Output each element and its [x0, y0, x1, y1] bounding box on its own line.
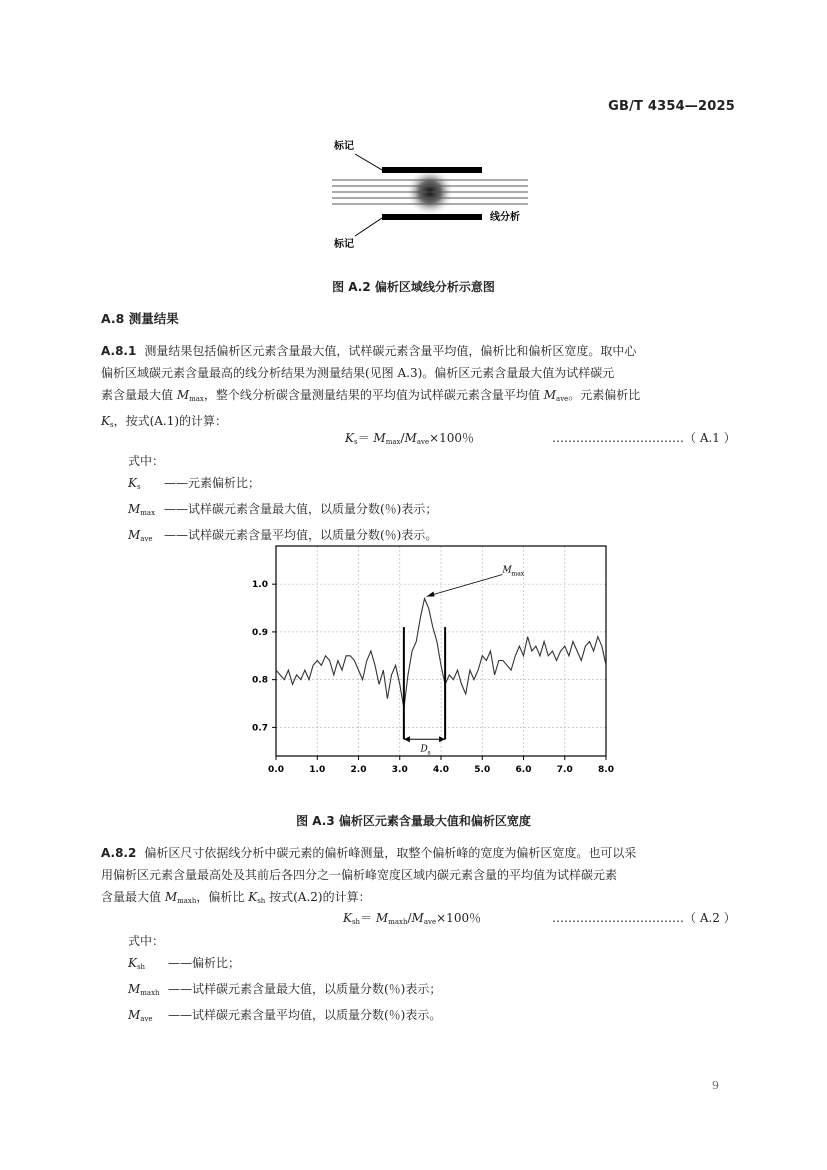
where-list-a1: 式中： $K_s$ ——元素偏析比； $M_{max}$ ——试样碳元素含量最大值，以质量分数(％)表示； $M_{ave}$ ——试样碳元素含量平均值，以质量分数(％)表示。 — [128, 454, 438, 543]
x-tick-label: 4.0 — [433, 765, 449, 775]
y-tick-label: 0.7 — [252, 723, 268, 734]
x-tick-label: 6.0 — [515, 765, 532, 775]
page-number: 9 — [712, 1079, 719, 1092]
x-tick-label: 0.0 — [268, 765, 284, 775]
formula-a2-ref: ……………………………（ A.2 ） — [552, 911, 736, 925]
label-marker-bottom: 标记 — [334, 239, 354, 250]
label-marker-top: 标记 — [334, 141, 354, 152]
standard-code: GB/T 4354—2025 — [608, 99, 735, 114]
y-tick-label: 1.0 — [252, 580, 268, 591]
peak-pointer — [427, 575, 503, 597]
section-a8-title: A.8 测量结果 — [101, 311, 179, 326]
peak-label: M — [502, 565, 512, 576]
formula-a1: $K_s= M_{max}/M_{ave}\times 100$％ — [345, 431, 475, 446]
peak-pointer-head — [427, 592, 435, 597]
x-tick-label: 3.0 — [391, 765, 408, 775]
width-label: D — [420, 744, 428, 755]
x-tick-label: 5.0 — [474, 765, 491, 775]
where-list-a2: 式中： $K_{sh}$ ——偏析比； $M_{maxh}$ ——试样碳元素含量最大值，以质量分数(％)表示； $M_{ave}$ ——试样碳元素含量平均值，以质量分数(％)表示。 — [128, 934, 442, 1023]
x-tick-label: 1.0 — [309, 765, 326, 775]
x-tick-label: 7.0 — [556, 765, 573, 775]
y-tick-label: 0.9 — [252, 627, 268, 638]
figure-a2-diagram — [300, 132, 550, 257]
x-tick-label: 2.0 — [350, 765, 367, 775]
figure-a3-caption: 图 A.3 偏析区元素含量最大值和偏析区宽度 — [296, 814, 531, 828]
paragraph-a81: A.8.1 测量结果包括偏析区元素含量最大值，试样碳元素含量平均值，偏析比和偏析区宽度。取中心 偏析区域碳元素含量最高的线分析结果为测量结果(见图 A.3)。偏析区元素含量最大值为试样碳元 素含量最大值 $M_{max}$，整个线分析碳含量测量结果的平均值为试样碳元素含量平均值 $M_{ave}$。元素偏析比 $K_s$，按式(A.1)的计算： — [101, 344, 641, 429]
figure-a3-chart — [240, 538, 620, 793]
label-line-analysis: 线分析 — [490, 212, 520, 223]
clause-number: A.8.2 — [101, 846, 137, 860]
marker-pointer-bottom — [355, 218, 382, 236]
paragraph-a82: A.8.2 偏析区尺寸依据线分析中碳元素的偏析峰测量，取整个偏析峰的宽度为偏析区宽度。也可以采 用偏析区元素含量最高处及其前后各四分之一偏析峰宽度区域内碳元素含量的平均值为试样碳元素 含量最大值 $M_{maxh}$，偏析比 $K_{sh}$ 按式(A.2)的计算： — [101, 846, 637, 905]
formula-a1-ref: ……………………………（ A.1 ） — [552, 431, 736, 445]
y-tick-label: 0.8 — [252, 675, 268, 686]
formula-a2: $K_{sh}= M_{maxh}/M_{ave}\times 100$％ — [343, 911, 482, 926]
marker-bar-top — [382, 167, 482, 173]
width-label-sub: s — [427, 749, 431, 757]
figure-a2-caption: 图 A.2 偏析区域线分析示意图 — [332, 280, 495, 294]
peak-label-sub: max — [511, 570, 525, 578]
marker-pointer-top — [355, 154, 382, 170]
clause-number: A.8.1 — [101, 344, 137, 358]
x-tick-label: 8.0 — [598, 765, 614, 775]
marker-bar-bottom — [382, 214, 482, 220]
